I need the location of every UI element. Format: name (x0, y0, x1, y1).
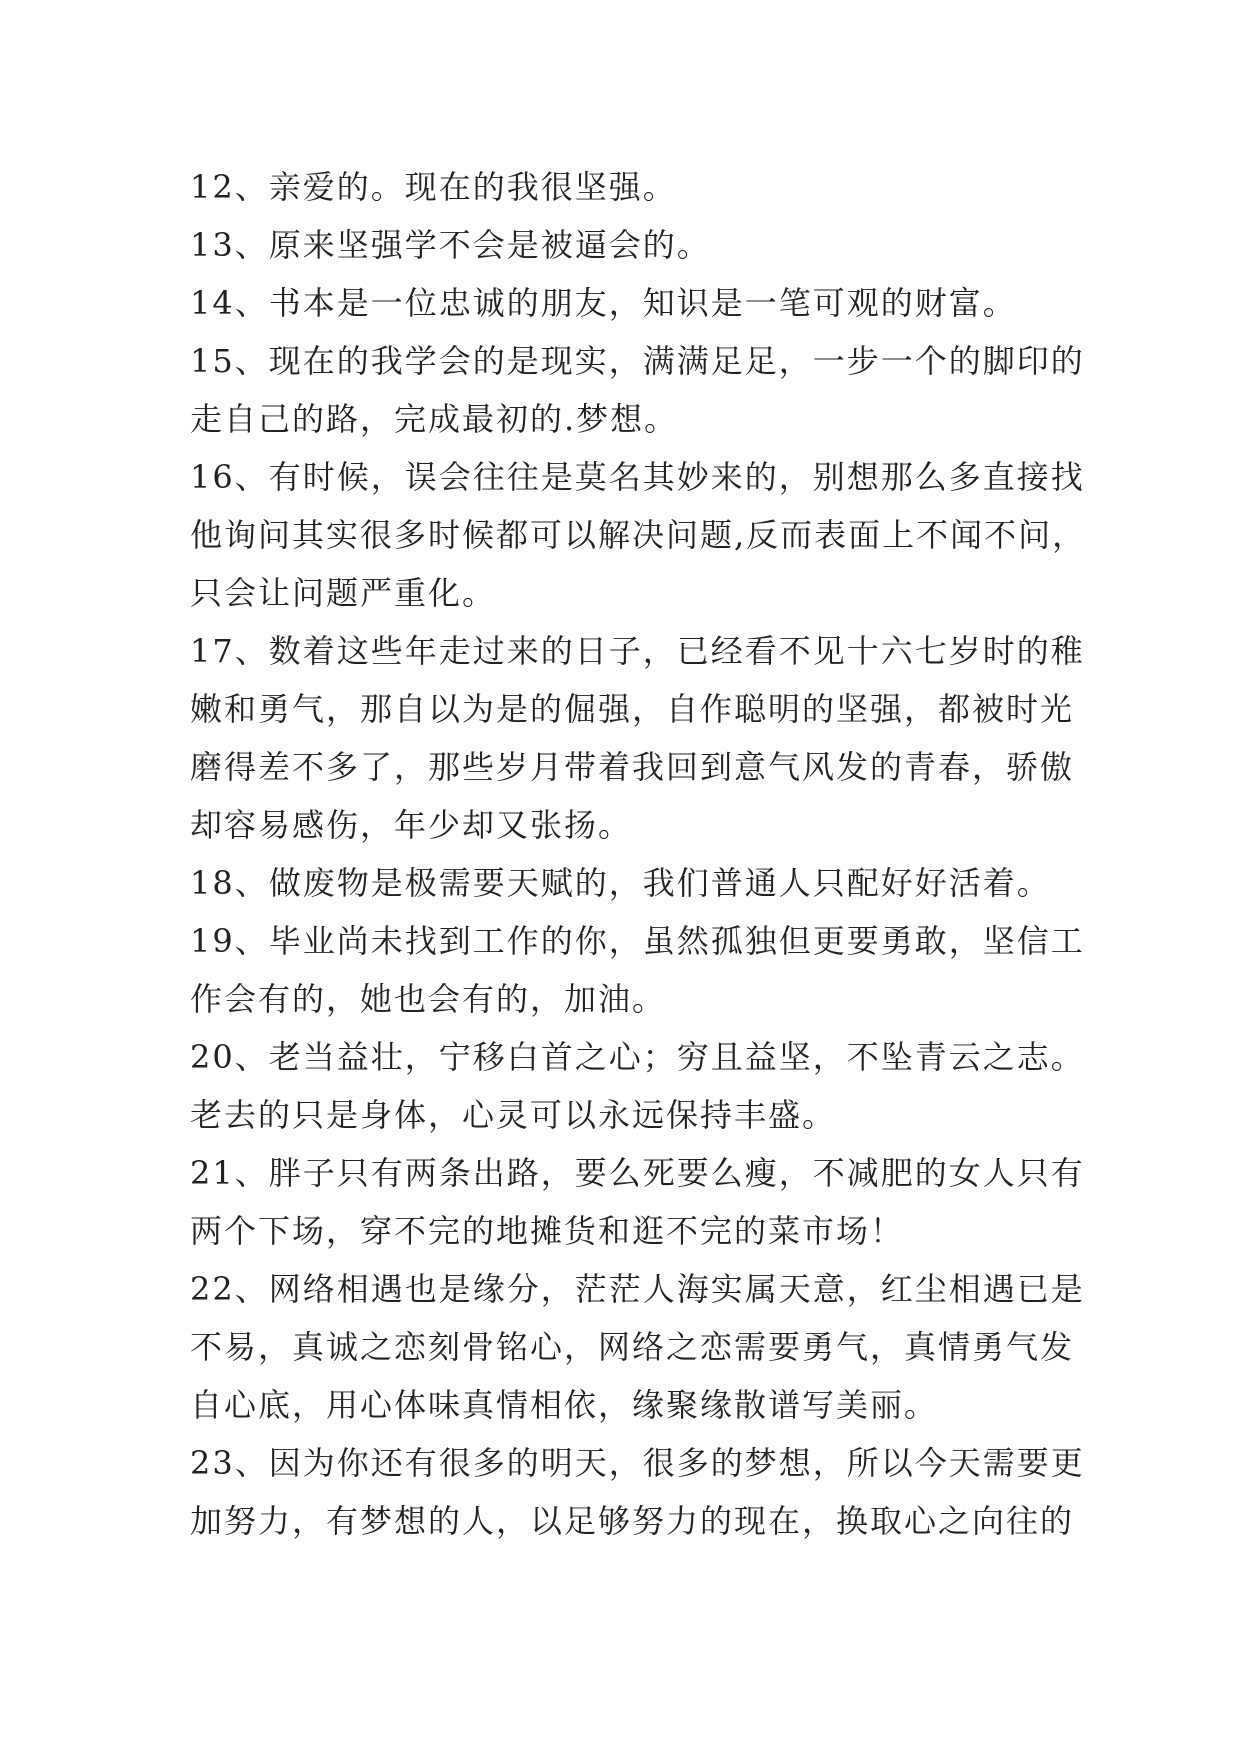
list-item-17 (190, 622, 1090, 854)
list-item-15 (190, 332, 1090, 448)
text-line: 17、数着这些年走过来的日子，已经看不见十六七岁时的稚 (190, 632, 1085, 670)
list-item-18 (190, 854, 1090, 912)
list-item-22 (190, 1260, 1090, 1434)
list-item-21 (190, 1144, 1090, 1260)
text-line: 嫩和勇气，那自以为是的倔强，自作聪明的坚强，都被时光 (190, 690, 1075, 728)
text-line: 12、亲爱的。现在的我很坚强。 (190, 168, 677, 206)
text-line: 不易，真诚之恋刻骨铭心，网络之恋需要勇气，真情勇气发 (190, 1328, 1075, 1366)
text-line: 他询问其实很多时候都可以解决问题,反而表面上不闻不问， (190, 516, 1087, 554)
text-line: 16、有时候，误会往往是莫名其妙来的，别想那么多直接找 (190, 458, 1085, 496)
list-item-19 (190, 912, 1090, 1028)
text-line: 23、因为你还有很多的明天，很多的梦想，所以今天需要更 (190, 1444, 1085, 1482)
text-line: 20、老当益壮，宁移白首之心；穷且益坚，不坠青云之志。 (190, 1038, 1085, 1076)
text-line: 加努力，有梦想的人，以足够努力的现在，换取心之向往的 (190, 1502, 1075, 1540)
list-item-16 (190, 448, 1090, 622)
list-item-12 (190, 158, 1090, 216)
text-line: 自心底，用心体味真情相依，缘聚缘散谱写美丽。 (190, 1386, 939, 1424)
list-item-13 (190, 216, 1090, 274)
text-line: 22、网络相遇也是缘分，茫茫人海实属天意，红尘相遇已是 (190, 1270, 1085, 1308)
text-line: 只会让问题严重化。 (190, 574, 497, 612)
text-line: 18、做废物是极需要天赋的，我们普通人只配好好活着。 (190, 864, 1051, 902)
text-line: 21、胖子只有两条出路，要么死要么瘦，不减肥的女人只有 (190, 1154, 1085, 1192)
text-line: 磨得差不多了，那些岁月带着我回到意气风发的青春，骄傲 (190, 748, 1075, 786)
text-line: 13、原来坚强学不会是被逼会的。 (190, 226, 711, 264)
document-body (190, 158, 1090, 1550)
text-line: 两个下场，穿不完的地摊货和逛不完的菜市场！ (190, 1212, 905, 1250)
text-line: 19、毕业尚未找到工作的你，虽然孤独但更要勇敢，坚信工 (190, 922, 1085, 960)
text-line: 14、书本是一位忠诚的朋友，知识是一笔可观的财富。 (190, 284, 1017, 322)
text-line: 走自己的路，完成最初的.梦想。 (190, 400, 679, 438)
text-line: 15、现在的我学会的是现实，满满足足，一步一个的脚印的 (190, 342, 1085, 380)
list-item-20 (190, 1028, 1090, 1144)
list-item-14 (190, 274, 1090, 332)
text-line: 却容易感伤，年少却又张扬。 (190, 806, 633, 844)
text-line: 作会有的，她也会有的，加油。 (190, 980, 667, 1018)
text-line: 老去的只是身体，心灵可以永远保持丰盛。 (190, 1096, 837, 1134)
list-item-23 (190, 1434, 1090, 1550)
